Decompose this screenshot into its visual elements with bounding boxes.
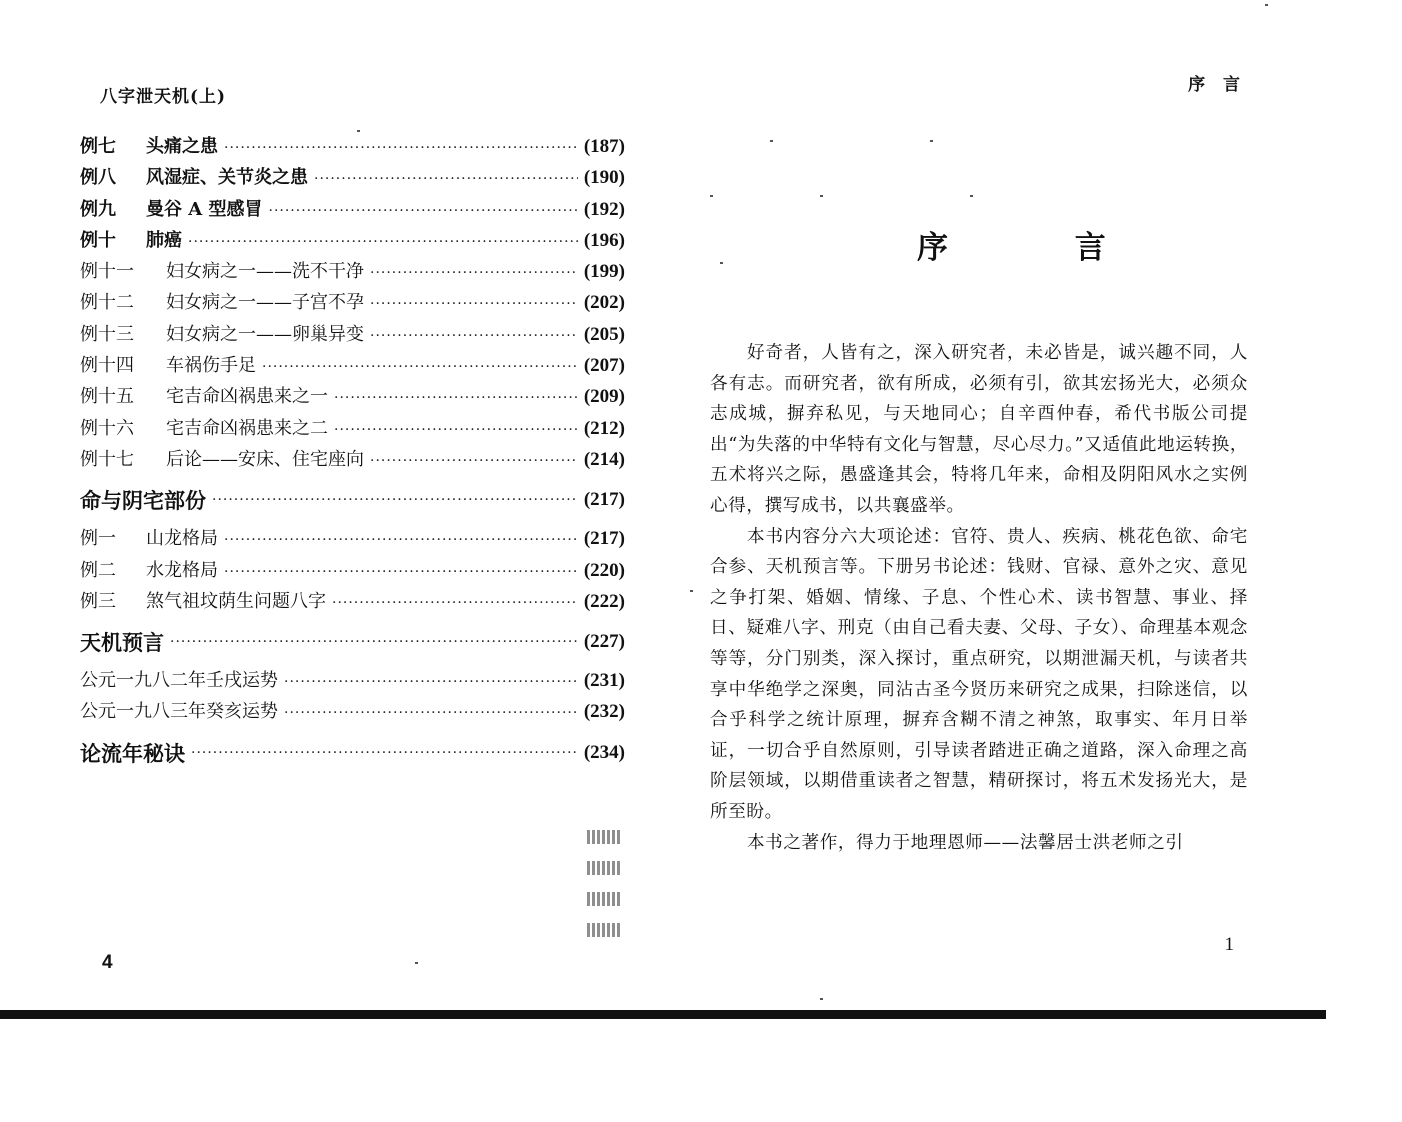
toc-section-heading — [80, 618, 625, 666]
toc-entry-number: 例一 — [80, 528, 116, 550]
right-page — [690, 0, 1330, 1010]
page-number: 1 — [1224, 934, 1244, 955]
preface-body — [710, 338, 1248, 858]
toc-entry-title: 山龙格局 — [146, 528, 218, 550]
toc-entry-title: 车祸伤手足 — [166, 355, 256, 377]
page-number: 4 — [102, 952, 113, 973]
toc-entry-number: 例十五 — [80, 386, 134, 408]
dot-leader — [334, 422, 578, 438]
toc-entry-page: (192) — [583, 198, 625, 220]
toc-entry-number: 例十七 — [80, 448, 134, 470]
toc-entry-title: 煞气祖坟荫生问题八字 — [146, 590, 326, 612]
scan-edge-bar — [0, 1010, 1326, 1019]
toc-entry-title: 宅吉命凶祸患来之一 — [166, 386, 328, 408]
toc-entry-page: (232) — [583, 701, 625, 723]
dot-leader — [191, 745, 578, 761]
toc-entry-page: (220) — [583, 559, 625, 581]
dot-leader — [334, 390, 578, 406]
dot-leader — [332, 595, 578, 611]
toc-section-heading — [80, 729, 625, 777]
toc-entry-title: 妇女病之一——洗不干净 — [166, 261, 364, 283]
running-head: 八字泄天机(上) — [100, 87, 227, 107]
toc-entry-page: (205) — [583, 323, 625, 345]
paragraph: 本书内容分六大项论述：官符、贵人、疾病、桃花色欲、命宅合参、天机预言等。下册另书论述：钱财、官禄、意外之灾、意见之争打架、婚姻、情缘、子息、个性心术、读书智慧、事业、择日、疑难八字、刑克（由自己看夫妻、父母、子女）、命理基本观念等等，分门别类，深入探讨，重点研究，以期泄漏天机，与读者共享中华绝学之深奥，同沾古圣今贤历来研究之成果，扫除迷信，以合乎科学之统计原理，摒弃含糊不清之神煞，取事实、年月日举证，一切合乎自然原则，引导读者踏进正确之道路，深入命理之高阶层领域，以期借重读者之智慧，精研探讨，将五术发扬光大，是所至盼。 — [710, 526, 1248, 822]
toc-entry-page: (234) — [583, 741, 625, 763]
toc-entry-number: 例十四 — [80, 355, 134, 377]
toc-entry-number: 例七 — [80, 136, 116, 157]
toc-entry-title: 水龙格局 — [146, 559, 218, 581]
toc-entry — [80, 257, 625, 288]
toc-entry-page: (217) — [583, 528, 625, 550]
toc-entry — [80, 288, 625, 319]
table-of-contents — [80, 132, 625, 777]
toc-entry — [80, 382, 625, 413]
toc-entry-page: (199) — [583, 261, 625, 283]
toc-entry-page: (231) — [583, 670, 625, 692]
toc-entry — [80, 445, 625, 476]
toc-entry — [80, 587, 625, 618]
toc-entry — [80, 524, 625, 555]
dot-leader — [284, 705, 578, 721]
toc-entry-page: (227) — [583, 631, 625, 653]
toc-entry-title: 妇女病之一——子宫不孕 — [166, 292, 364, 314]
faded-bleedthrough — [80, 822, 625, 946]
dot-leader — [284, 674, 578, 690]
toc-entry — [80, 195, 625, 226]
toc-entry — [80, 163, 625, 194]
toc-entry-title: 论流年秘诀 — [80, 741, 185, 766]
preface-title: 序 言 — [917, 230, 1164, 266]
paragraph: 好奇者，人皆有之，深入研究者，未必皆是，诚兴趣不同，人各有志。而研究者，欲有所成，必须有引，欲其宏扬光大，必须众志成城，摒弃私见，与天地同心；自辛酉仲春，希代书版公司提出“为失落的中华特有文化与智慧，尽心尽力。”又适值此地运转换，五术将兴之际，愚盛逢其会，特将几年来，命相及阴阳风水之实例心得，撰写成书，以共襄盛举。 — [710, 343, 1249, 516]
dot-leader — [170, 634, 578, 650]
toc-entry-number: 例三 — [80, 590, 116, 612]
toc-entry — [80, 320, 625, 351]
toc-entry-number: 例十六 — [80, 417, 134, 439]
toc-entry-page: (202) — [583, 292, 625, 314]
dot-leader — [188, 234, 578, 250]
toc-entry-page: (196) — [583, 229, 625, 251]
toc-entry-title: 肺癌 — [146, 229, 182, 251]
toc-entry-number: 例九 — [80, 198, 116, 220]
toc-entry-title: 命与阴宅部份 — [80, 489, 206, 514]
toc-entry — [80, 132, 625, 163]
dot-leader — [370, 265, 578, 281]
toc-entry-page: (209) — [583, 386, 625, 408]
left-page — [0, 0, 690, 1010]
toc-entry — [80, 351, 625, 382]
dot-leader — [224, 532, 578, 548]
toc-entry-title: 妇女病之一——卵巢异变 — [166, 323, 364, 345]
paragraph: 本书之著作，得力于地理恩师——法馨居士洪老师之引 — [746, 832, 1184, 853]
dot-leader — [314, 171, 578, 187]
dot-leader — [212, 492, 578, 508]
toc-entry-number: 例八 — [80, 167, 116, 189]
dot-leader — [269, 203, 578, 219]
dot-leader — [224, 140, 578, 156]
toc-entry-title: 宅吉命凶祸患来之二 — [166, 417, 328, 439]
toc-entry-page: (187) — [583, 136, 625, 157]
toc-entry-title: 头痛之患 — [146, 136, 218, 157]
toc-entry-page: (217) — [583, 489, 625, 511]
toc-entry-title: 风湿症、关节炎之患 — [146, 167, 308, 189]
running-head: 序 言 — [1188, 75, 1246, 95]
toc-entry-number: 例十一 — [80, 261, 134, 283]
dot-leader — [370, 328, 578, 344]
toc-entry — [80, 697, 625, 728]
toc-entry — [80, 666, 625, 697]
toc-entry-title: 天机预言 — [80, 631, 164, 656]
toc-entry-number: 例十三 — [80, 323, 134, 345]
toc-entry-number: 例二 — [80, 559, 116, 581]
toc-entry-number: 例十 — [80, 229, 116, 251]
toc-entry-title: 曼谷 A 型感冒 — [146, 198, 263, 220]
toc-entry — [80, 414, 625, 445]
toc-entry-page: (222) — [583, 590, 625, 612]
toc-section-heading — [80, 476, 625, 524]
dot-leader — [370, 296, 578, 312]
toc-entry-title: 公元一九八三年癸亥运势 — [80, 701, 278, 723]
dot-leader — [224, 564, 578, 580]
toc-entry-number: 例十二 — [80, 292, 134, 314]
toc-entry-title: 公元一九八二年壬戌运势 — [80, 670, 278, 692]
dot-leader — [370, 453, 578, 469]
dot-leader — [262, 359, 578, 375]
toc-entry-title: 后论——安床、住宅座向 — [166, 448, 364, 470]
toc-entry-page: (207) — [583, 355, 625, 377]
toc-entry-page: (190) — [583, 167, 625, 189]
toc-entry — [80, 226, 625, 257]
toc-entry — [80, 556, 625, 587]
toc-entry-page: (214) — [583, 448, 625, 470]
toc-entry-page: (212) — [583, 417, 625, 439]
